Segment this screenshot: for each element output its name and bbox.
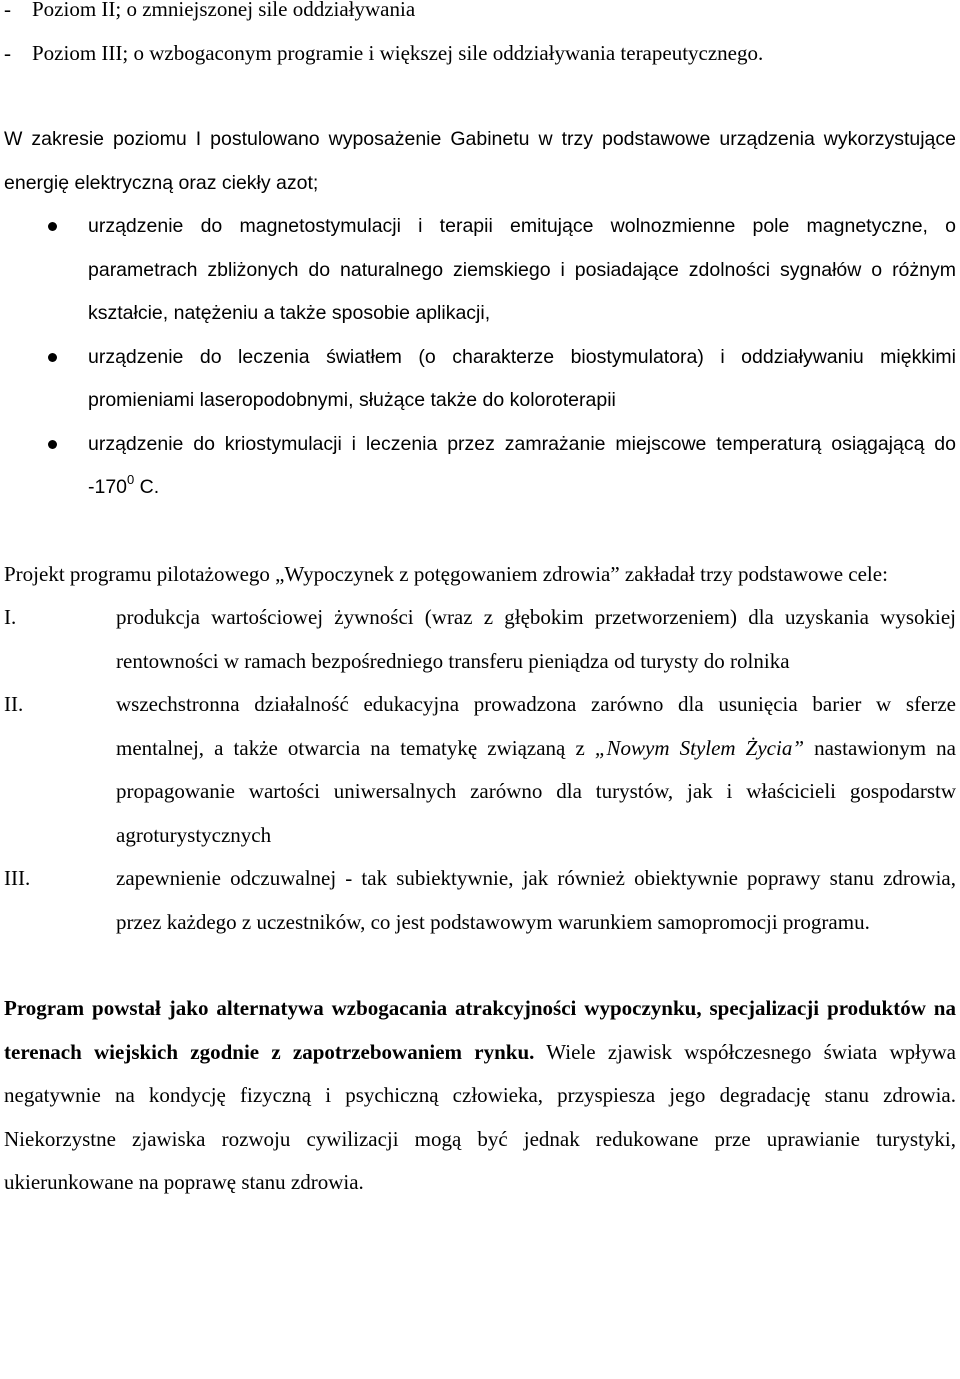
goal-item-1 (4, 596, 956, 683)
goal-text (116, 683, 956, 857)
list-item (4, 423, 956, 510)
device-text: urządzenie do leczenia światłem (o charakterze biostymulatora) i oddziaływaniu miękkimi promieniami laseropodobnymi, służące także do koloroterapii (88, 345, 956, 411)
paragraph-spacer (4, 944, 956, 987)
devices-list (4, 205, 956, 510)
goal-text: produkcja wartościowej żywności (wraz z głębokim przetworzeniem) dla uzyskania wysokiej rentowności w ramach bezpośredniego transferu pieniądza od turysty do rolnika (116, 605, 956, 673)
goal-text-end: nastawionym na propagowanie wartości uniwersalnych zarówno dla turystów, jak i właścicieli gospodarstw agroturystycznych (116, 735, 957, 847)
dash-marker: - (4, 0, 11, 21)
goal-number: I. (4, 605, 17, 629)
paragraph-spacer (4, 510, 956, 553)
intro-paragraph: W zakresie poziomu I postulowano wyposażenie Gabinetu w trzy podstawowe urządzenia wykorzystujące energię elektryczną oraz ciekły azot; (4, 128, 956, 194)
goal-emphasis: „Nowym Stylem Życia” (594, 735, 805, 760)
bullet-icon (4, 205, 88, 249)
level-text: Poziom II; o zmniejszonej sile oddziaływania (32, 0, 416, 21)
list-item (4, 205, 956, 336)
dash-marker: - (4, 40, 11, 65)
bullet-icon (4, 336, 88, 380)
device-text (88, 423, 956, 510)
device-text-unit: C. (134, 476, 160, 498)
paragraph-spacer (4, 75, 956, 118)
final-regular-text: Wiele zjawisk współczesnego świata wpływa negatywnie na kondycję fizyczną i psychiczną człowieka, przyspiesza jego degradację stanu zdrowia. Niekorzystne zjawiska rozwoju cywilizacji mogą być jednak redukowane prze uprawianie turystyki, ukierunkowane na poprawę stanu zdrowia. (4, 1039, 956, 1194)
degree-superscript: 0 (127, 472, 135, 487)
goal-text-start: wszechstronna działalność edukacyjna prowadzona zarówno dla usunięcia barier w sferze mentalnej, a także otwarcia na tematykę związaną z (116, 692, 956, 760)
goal-number: II. (4, 692, 24, 716)
final-bold-text: Program powstał jako alternatywa wzbogacania atrakcyjności wypoczynku, specjalizacji produktów na terenach wiejskich zgodnie z zapotrzebowaniem rynku. (4, 996, 956, 1064)
bullet-icon (4, 423, 88, 467)
final-paragraph (4, 987, 956, 1205)
device-text-main: urządzenie do kriostymulacji i leczenia przez zamrażanie miejscowe temperaturą osiągającą do -170 (88, 432, 956, 498)
goal-item-3 (4, 857, 956, 944)
goal-item-2 (4, 683, 956, 857)
goal-text: zapewnienie odczuwalnej - tak subiektywnie, jak również obiektywnie poprawy stanu zdrowia, przez każdego z uczestników, co jest podstawowym warunkiem samopromocji programu. (116, 866, 956, 934)
level-text: Poziom III; o wzbogaconym programie i większej sile oddziaływania terapeutycznego. (32, 40, 764, 65)
list-item-level-2 (4, 0, 956, 32)
project-paragraph: Projekt programu pilotażowego „Wypoczynek z potęgowaniem zdrowia” zakładał trzy podstawowe cele: (4, 561, 888, 586)
list-item (4, 336, 956, 423)
list-item-level-3 (4, 32, 956, 76)
goal-number: III. (4, 866, 31, 890)
device-text: urządzenie do magnetostymulacji i terapii emitujące wolnozmienne pole magnetyczne, o parametrach zbliżonych do naturalnego ziemskiego i posiadające zdolności sygnałów o różnym kształcie, natężeniu a także sposobie aplikacji, (88, 215, 956, 324)
